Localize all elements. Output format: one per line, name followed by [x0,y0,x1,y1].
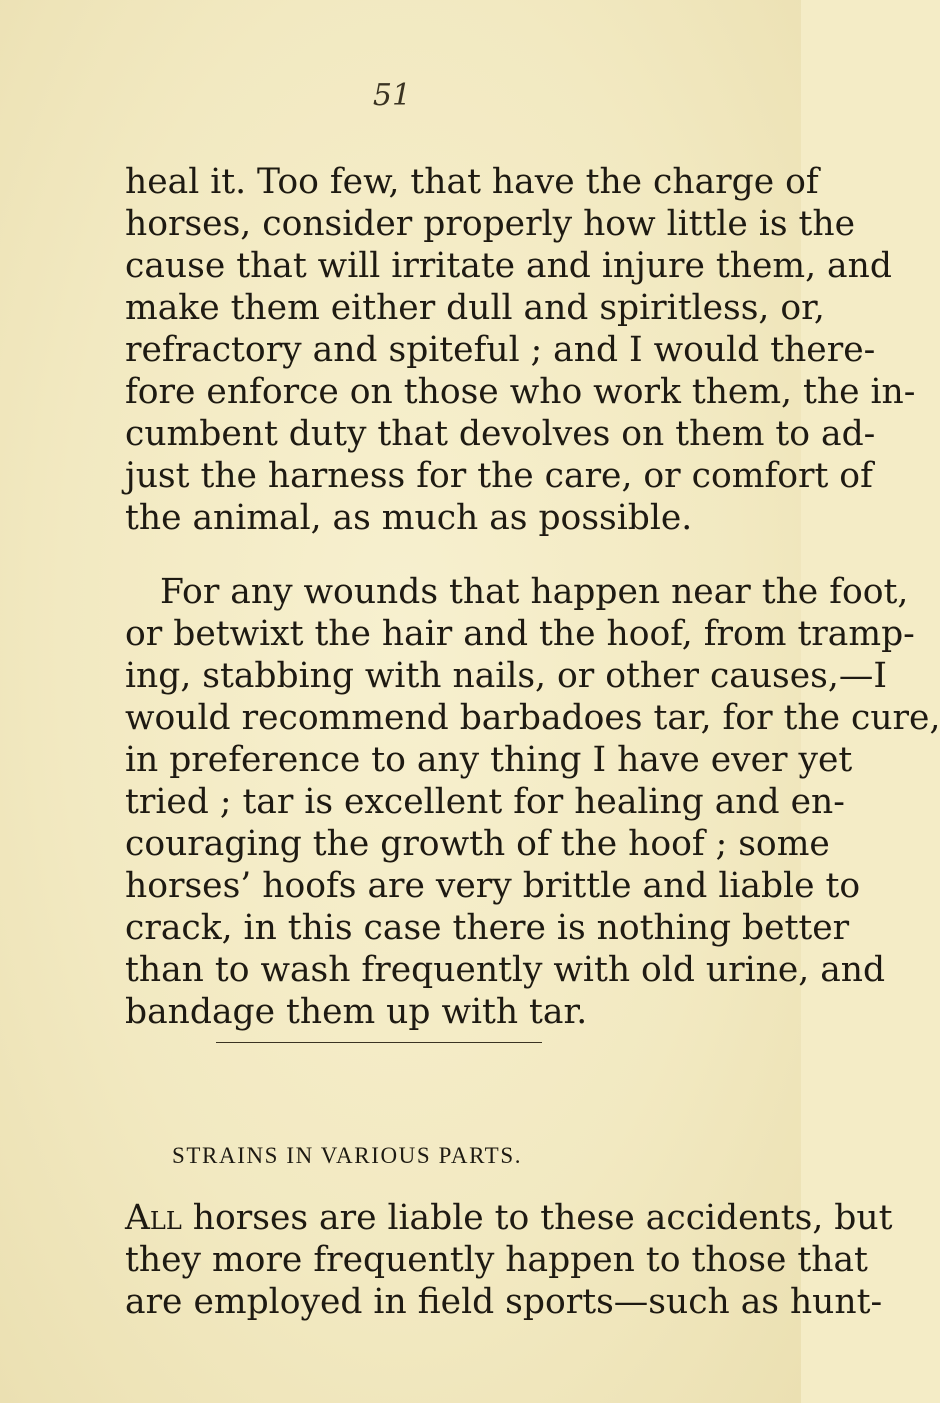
text-line: crack, in this case there is nothing better [125,908,850,948]
text-line: just the harness for the care, or comfort of [125,456,873,496]
section-divider [216,1042,542,1043]
text-line: fore enforce on those who work them, the in- [125,372,916,412]
text-line: bandage them up with tar. [125,992,588,1032]
text-line: For any wounds that happen near the foot, [160,572,909,612]
text-line: tried ; tar is excellent for healing and en- [125,782,845,822]
text-line: horses, consider properly how little is the [125,204,855,244]
text-line: they more frequently happen to those that [125,1240,868,1280]
page-number: 51 [372,78,412,113]
text-line: would recommend barbadoes tar, for the cure, [125,698,940,738]
text-line: or betwixt the hair and the hoof, from tramp- [125,614,915,654]
drop-word: All [125,1198,182,1238]
text-line: are employed in field sports—such as hunt- [125,1282,883,1322]
text-line [125,1197,892,1239]
section-heading: STRAINS IN VARIOUS PARTS. [172,1143,523,1168]
text-line: make them either dull and spiritless, or, [125,288,825,328]
text-line: horses’ hoofs are very brittle and liable to [125,866,861,906]
text-run: horses are liable to these accidents, but [181,1198,893,1238]
text-line: than to wash frequently with old urine, and [125,950,886,990]
text-line: cause that will irritate and injure them, and [125,246,892,286]
text-line: heal it. Too few, that have the charge of [125,162,819,202]
text-line: ing, stabbing with nails, or other causes,—I [125,656,887,696]
text-line: couraging the growth of the hoof ; some [125,824,830,864]
text-line: refractory and spiteful ; and I would there- [125,330,876,370]
text-line: cumbent duty that devolves on them to ad- [125,414,876,454]
text-line: the animal, as much as possible. [125,498,693,538]
text-line: in preference to any thing I have ever yet [125,740,853,780]
